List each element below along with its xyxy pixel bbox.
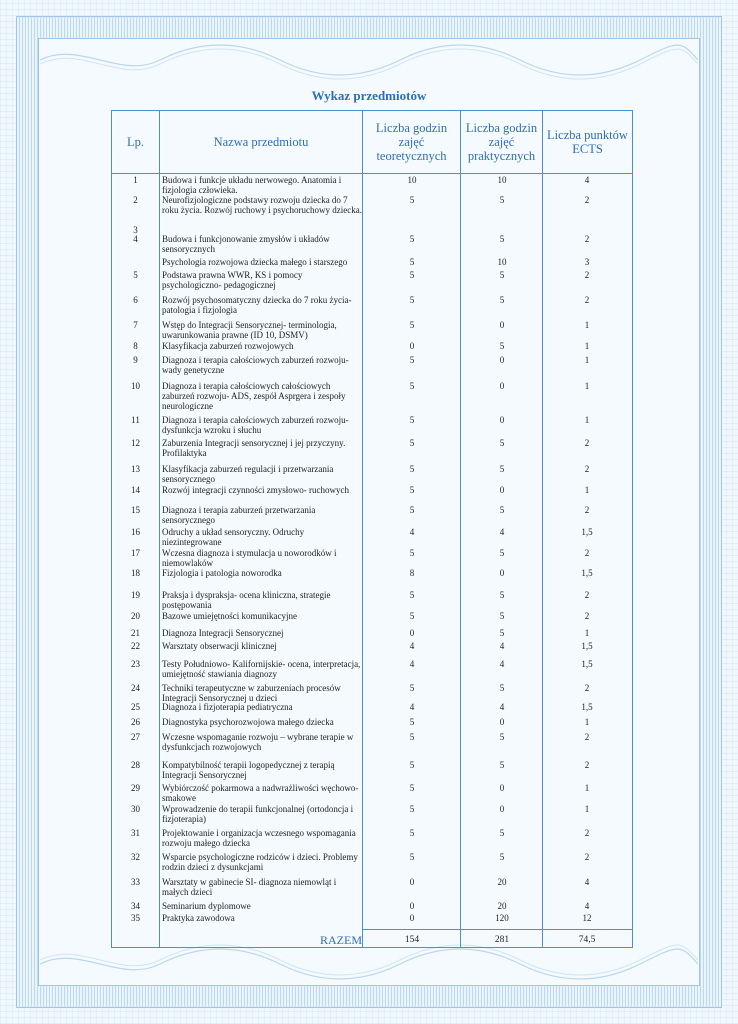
column-divider <box>542 111 543 947</box>
row-theory-hours: 4 <box>409 641 415 651</box>
row-name: Wczesna diagnoza i stymulacja u noworodków i niemowlaków <box>162 548 337 568</box>
total-divider <box>363 929 632 930</box>
row-lp: 8 <box>133 341 138 351</box>
row-ects: 1 <box>584 320 590 330</box>
row-theory-hours: 5 <box>409 548 415 558</box>
row-lp: 2 <box>133 195 138 205</box>
row-name: Diagnoza i terapia całościowych całościowych zaburzeń rozwoju- ADS, zespół Asprgera i zespoły neurologiczne <box>162 381 346 411</box>
row-practice-hours: 5 <box>499 732 505 742</box>
row-theory-hours: 5 <box>409 852 415 862</box>
row-ects: 2 <box>584 464 590 474</box>
row-name: Projektowanie i organizacja wczesnego wspomagania rozwoju małego dziecka <box>162 828 356 848</box>
row-practice-hours: 5 <box>499 464 505 474</box>
row-name: Rozwój integracji czynności zmysłowo- ruchowych <box>162 485 349 495</box>
row-theory-hours: 5 <box>409 505 415 515</box>
row-ects: 1 <box>584 341 590 351</box>
row-ects: 1 <box>584 628 590 638</box>
row-practice-hours: 10 <box>497 175 507 185</box>
row-name: Neurofizjologiczne podstawy rozwoju dziecka do 7 roku życia. Rozwój ruchowy i psychoruchowy dziecka. <box>162 195 362 215</box>
row-ects: 1 <box>584 804 590 814</box>
row-theory-hours: 5 <box>409 320 415 330</box>
row-ects: 1 <box>584 381 590 391</box>
row-theory-hours: 0 <box>409 341 415 351</box>
row-practice-hours: 0 <box>499 804 505 814</box>
total-label: RAZEM <box>320 933 362 947</box>
row-ects: 1 <box>584 783 590 793</box>
row-lp: 34 <box>131 901 140 911</box>
subjects-table <box>111 110 633 948</box>
row-theory-hours: 5 <box>409 257 415 267</box>
row-ects: 2 <box>584 828 590 838</box>
row-name: Praksja i dyspraksja- ocena kliniczna, strategie postępowania <box>162 590 331 610</box>
row-lp: 30 <box>131 804 140 814</box>
row-lp: 3 <box>133 225 138 235</box>
row-ects: 1,5 <box>581 527 593 537</box>
row-ects: 4 <box>584 175 590 185</box>
row-lp: 12 <box>131 438 140 448</box>
row-lp: 35 <box>131 913 140 923</box>
row-lp: 18 <box>131 568 140 578</box>
page-title: Wykaz przedmiotów <box>311 88 427 103</box>
total-theory: 154 <box>404 935 420 945</box>
row-theory-hours: 8 <box>409 568 415 578</box>
row-name: Budowa i funkcje układu nerwowego. Anatomia i fizjologia człowieka. <box>162 175 342 195</box>
row-name: Odruchy a układ sensoryczny. Odruchy niezintegrowane <box>162 527 305 547</box>
row-practice-hours: 20 <box>497 901 507 911</box>
row-theory-hours: 4 <box>409 702 415 712</box>
row-name: Techniki terapeutyczne w zaburzeniach procesów Integracji Sensorycznej u dzieci <box>162 683 341 703</box>
row-theory-hours: 5 <box>409 438 415 448</box>
row-lp: 4 <box>133 234 138 244</box>
header-practice: Liczba godzin zajęć praktycznych <box>461 111 542 174</box>
row-name: Diagnoza i terapia całościowych zaburzeń rozwoju- dysfunkcja wzroku i słuchu <box>162 415 349 435</box>
row-ects: 1 <box>584 415 590 425</box>
row-name: Fizjologia i patologia noworodka <box>162 568 282 578</box>
row-name: Wstęp do Integracji Sensorycznej- terminologia, uwarunkowania prawne (ID 10, DSMV) <box>162 320 337 340</box>
row-ects: 3 <box>584 257 590 267</box>
header-name: Nazwa przedmiotu <box>160 111 362 174</box>
row-practice-hours: 0 <box>499 415 505 425</box>
row-lp: 21 <box>131 628 140 638</box>
row-lp: 7 <box>133 320 138 330</box>
row-theory-hours: 5 <box>409 828 415 838</box>
row-practice-hours: 5 <box>499 195 505 205</box>
row-name: Warsztaty w gabinecie SI- diagnoza niemowląt i małych dzieci <box>162 877 337 897</box>
row-practice-hours: 5 <box>499 234 505 244</box>
row-theory-hours: 10 <box>407 175 417 185</box>
row-ects: 4 <box>584 901 590 911</box>
row-theory-hours: 0 <box>409 628 415 638</box>
row-ects: 2 <box>584 548 590 558</box>
row-theory-hours: 5 <box>409 590 415 600</box>
decorative-wave-top <box>40 40 698 80</box>
row-ects: 2 <box>584 438 590 448</box>
row-ects: 1,5 <box>581 702 593 712</box>
row-name: Seminarium dyplomowe <box>162 901 251 911</box>
row-name: Wybiórczość pokarmowa a nadwrażliwości węchowo- smakowe <box>162 783 359 803</box>
row-practice-hours: 5 <box>499 341 505 351</box>
row-ects: 4 <box>584 877 590 887</box>
row-lp: 16 <box>131 527 140 537</box>
row-name: Diagnoza i fizjoterapia pediatryczna <box>162 702 293 712</box>
row-lp: 25 <box>131 702 140 712</box>
row-lp: 15 <box>131 505 140 515</box>
row-name: Warsztaty obserwacji klinicznej <box>162 641 277 651</box>
row-practice-hours: 10 <box>497 257 507 267</box>
row-practice-hours: 5 <box>499 590 505 600</box>
row-name: Budowa i funkcjonowanie zmysłów i układów sensorycznych <box>162 234 330 254</box>
row-name: Diagnoza Integracji Sensorycznej <box>162 628 284 638</box>
row-theory-hours: 4 <box>409 659 415 669</box>
row-ects: 2 <box>584 852 590 862</box>
column-divider <box>159 111 160 947</box>
column-divider <box>362 111 363 947</box>
row-lp: 32 <box>131 852 140 862</box>
row-ects: 2 <box>584 295 590 305</box>
row-lp: 23 <box>131 659 140 669</box>
row-lp: 19 <box>131 590 140 600</box>
row-practice-hours: 5 <box>499 438 505 448</box>
row-ects: 2 <box>584 234 590 244</box>
row-practice-hours: 4 <box>499 527 505 537</box>
row-theory-hours: 0 <box>409 877 415 887</box>
row-ects: 2 <box>584 683 590 693</box>
row-theory-hours: 5 <box>409 783 415 793</box>
row-lp: 24 <box>131 683 140 693</box>
row-lp: 31 <box>131 828 140 838</box>
row-theory-hours: 5 <box>409 270 415 280</box>
row-practice-hours: 5 <box>499 683 505 693</box>
row-ects: 1,5 <box>581 641 593 651</box>
row-ects: 1 <box>584 355 590 365</box>
row-theory-hours: 5 <box>409 717 415 727</box>
row-ects: 2 <box>584 505 590 515</box>
row-practice-hours: 20 <box>497 877 507 887</box>
row-lp: 33 <box>131 877 140 887</box>
row-lp: 22 <box>131 641 140 651</box>
row-practice-hours: 0 <box>499 320 505 330</box>
row-practice-hours: 0 <box>499 485 505 495</box>
row-name: Praktyka zawodowa <box>162 913 235 923</box>
header-lp: Lp. <box>112 111 159 174</box>
row-practice-hours: 5 <box>499 295 505 305</box>
row-name: Wczesne wspomaganie rozwoju – wybrane terapie w dysfunkcjach rozwojowych <box>162 732 354 752</box>
row-theory-hours: 5 <box>409 760 415 770</box>
row-name: Zaburzenia Integracji sensorycznej i jej przyczyny. Profilaktyka <box>162 438 346 458</box>
row-lp: 11 <box>131 415 140 425</box>
row-ects: 2 <box>584 611 590 621</box>
row-practice-hours: 0 <box>499 355 505 365</box>
row-lp: 14 <box>131 485 140 495</box>
row-theory-hours: 5 <box>409 464 415 474</box>
row-name: Wsparcie psychologiczne rodziców i dzieci. Problemy rodzin dzieci z dysunkcjami <box>162 852 358 872</box>
row-ects: 2 <box>584 760 590 770</box>
row-lp: 17 <box>131 548 140 558</box>
row-theory-hours: 5 <box>409 611 415 621</box>
column-divider <box>460 111 461 947</box>
row-theory-hours: 5 <box>409 804 415 814</box>
row-theory-hours: 0 <box>409 913 415 923</box>
row-lp: 13 <box>131 464 140 474</box>
row-theory-hours: 5 <box>409 195 415 205</box>
row-practice-hours: 5 <box>499 852 505 862</box>
row-ects: 1 <box>584 485 590 495</box>
row-theory-hours: 5 <box>409 234 415 244</box>
row-name: Psychologia rozwojowa dziecka małego i starszego <box>162 257 348 267</box>
row-name: Testy Południowo- Kalifornijskie- ocena, interpretacja, umiejętność stawiania diagnozy <box>162 659 361 679</box>
row-theory-hours: 5 <box>409 355 415 365</box>
row-theory-hours: 5 <box>409 381 415 391</box>
row-practice-hours: 5 <box>499 760 505 770</box>
total-ects: 74,5 <box>578 935 596 945</box>
row-practice-hours: 5 <box>499 611 505 621</box>
row-ects: 1 <box>584 717 590 727</box>
row-lp: 20 <box>131 611 140 621</box>
row-ects: 2 <box>584 732 590 742</box>
row-ects: 1,5 <box>581 659 593 669</box>
row-lp: 6 <box>133 295 138 305</box>
row-practice-hours: 0 <box>499 717 505 727</box>
row-lp: 29 <box>131 783 140 793</box>
row-theory-hours: 5 <box>409 485 415 495</box>
total-practice: 281 <box>494 935 510 945</box>
row-lp: 28 <box>131 760 140 770</box>
row-ects: 2 <box>584 195 590 205</box>
row-name: Klasyfikacja zaburzeń regulacji i przetwarzania sensorycznego <box>162 464 334 484</box>
row-ects: 2 <box>584 270 590 280</box>
row-practice-hours: 0 <box>499 568 505 578</box>
row-lp: 26 <box>131 717 140 727</box>
row-practice-hours: 5 <box>499 828 505 838</box>
row-theory-hours: 0 <box>409 901 415 911</box>
row-practice-hours: 0 <box>499 783 505 793</box>
header-ects: Liczba punktów ECTS <box>543 111 632 174</box>
row-theory-hours: 5 <box>409 732 415 742</box>
header-theory: Liczba godzin zajęć teoretycznych <box>363 111 460 174</box>
row-name: Wprowadzenie do terapii funkcjonalnej (ortodoncja i fizjoterapia) <box>162 804 354 824</box>
row-name: Podstawa prawna WWR, KS i pomocy psychologiczno- pedagogicznej <box>162 270 303 290</box>
row-name: Bazowe umiejętności komunikacyjne <box>162 611 297 621</box>
row-name: Klasyfikacja zaburzeń rozwojowych <box>162 341 294 351</box>
row-practice-hours: 5 <box>499 548 505 558</box>
row-lp: 27 <box>131 732 140 742</box>
row-ects: 2 <box>584 590 590 600</box>
row-practice-hours: 120 <box>495 913 509 923</box>
row-ects: 1,5 <box>581 568 593 578</box>
row-ects: 12 <box>582 913 592 923</box>
row-name: Rozwój psychosomatyczny dziecka do 7 roku życia- patologia i fizjologia <box>162 295 352 315</box>
row-practice-hours: 4 <box>499 702 505 712</box>
row-name: Diagnoza i terapia całościowych zaburzeń rozwoju- wady genetyczne <box>162 355 349 375</box>
decorative-wave-bottom <box>40 944 698 984</box>
row-lp: 1 <box>133 175 138 185</box>
row-lp: 5 <box>133 270 138 280</box>
row-practice-hours: 5 <box>499 628 505 638</box>
row-theory-hours: 5 <box>409 683 415 693</box>
row-theory-hours: 5 <box>409 415 415 425</box>
row-theory-hours: 5 <box>409 295 415 305</box>
row-practice-hours: 5 <box>499 270 505 280</box>
row-lp: 9 <box>133 355 138 365</box>
row-name: Diagnostyka psychorozwojowa małego dziecka <box>162 717 334 727</box>
row-practice-hours: 0 <box>499 381 505 391</box>
row-practice-hours: 4 <box>499 641 505 651</box>
row-practice-hours: 4 <box>499 659 505 669</box>
row-lp: 10 <box>131 381 140 391</box>
row-practice-hours: 5 <box>499 505 505 515</box>
row-name: Kompatybilność terapii logopedycznej z terapią Integracji Sensorycznej <box>162 760 335 780</box>
row-theory-hours: 4 <box>409 527 415 537</box>
row-name: Diagnoza i terapia zaburzeń przetwarzania sensorycznego <box>162 505 316 525</box>
